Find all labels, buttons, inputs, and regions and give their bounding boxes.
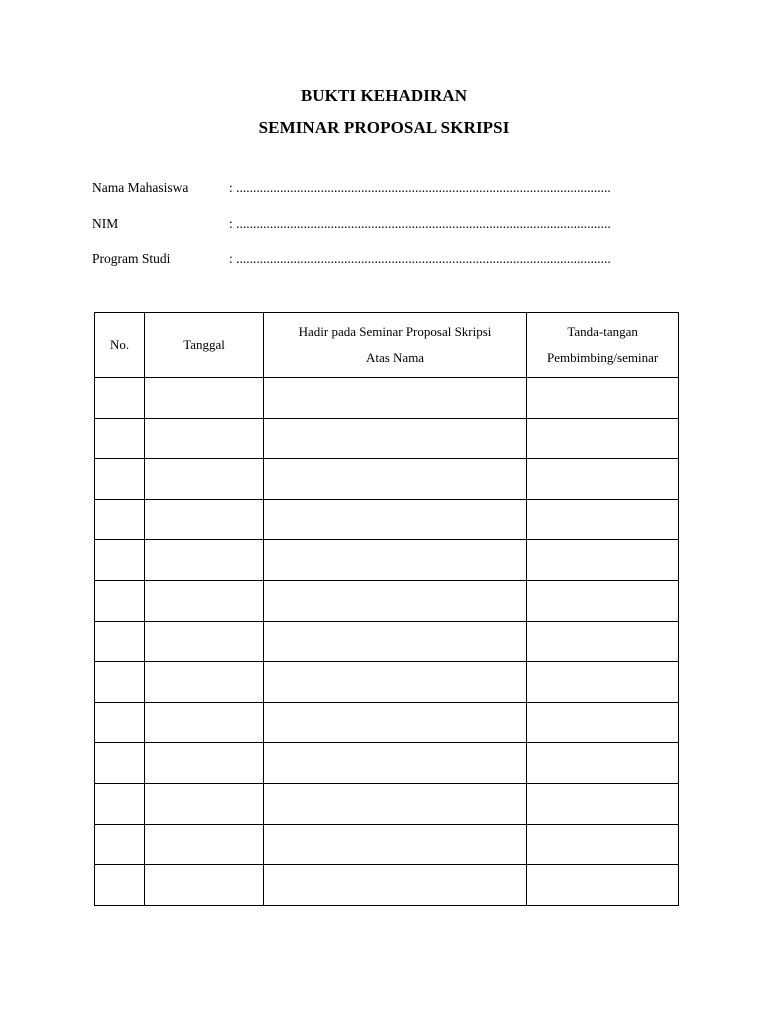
cell-tanda-tangan[interactable] xyxy=(527,865,679,906)
cell-no[interactable] xyxy=(95,499,145,540)
header-hadir xyxy=(263,313,526,378)
table-row xyxy=(95,540,679,581)
table-row xyxy=(95,702,679,743)
cell-tanda-tangan[interactable] xyxy=(527,662,679,703)
cell-atas-nama[interactable] xyxy=(263,783,526,824)
cell-tanda-tangan[interactable] xyxy=(527,824,679,865)
field-label: NIM xyxy=(92,216,119,231)
field-fill-line[interactable]: : ............................................................................................................... xyxy=(229,216,611,231)
cell-no[interactable] xyxy=(95,580,145,621)
cell-atas-nama[interactable] xyxy=(263,662,526,703)
cell-no[interactable] xyxy=(95,540,145,581)
table-row xyxy=(95,783,679,824)
table-row xyxy=(95,580,679,621)
table-row xyxy=(95,743,679,784)
header-tanggal: Tanggal xyxy=(145,313,264,378)
field-program-studi[interactable] xyxy=(92,251,692,267)
field-nim[interactable] xyxy=(92,216,692,232)
cell-tanggal[interactable] xyxy=(145,743,264,784)
cell-tanggal[interactable] xyxy=(145,621,264,662)
cell-atas-nama[interactable] xyxy=(263,743,526,784)
field-fill-line[interactable]: : ............................................................................................................... xyxy=(229,251,611,266)
cell-no[interactable] xyxy=(95,865,145,906)
cell-no[interactable] xyxy=(95,702,145,743)
cell-atas-nama[interactable] xyxy=(263,824,526,865)
cell-atas-nama[interactable] xyxy=(263,418,526,459)
header-hadir-line2: Atas Nama xyxy=(365,350,425,365)
cell-no[interactable] xyxy=(95,824,145,865)
cell-tanda-tangan[interactable] xyxy=(527,378,679,419)
field-label: Nama Mahasiswa xyxy=(92,180,189,195)
field-label: Program Studi xyxy=(92,251,171,266)
cell-tanggal[interactable] xyxy=(145,459,264,500)
table-row xyxy=(95,378,679,419)
cell-atas-nama[interactable] xyxy=(263,580,526,621)
cell-no[interactable] xyxy=(95,783,145,824)
document-title: BUKTI KEHADIRAN xyxy=(300,86,468,105)
field-fill-line[interactable]: : ............................................................................................................... xyxy=(229,180,611,195)
cell-tanggal[interactable] xyxy=(145,580,264,621)
header-hadir-line1: Hadir pada Seminar Proposal Skripsi xyxy=(298,324,492,339)
cell-tanda-tangan[interactable] xyxy=(527,459,679,500)
cell-tanda-tangan[interactable] xyxy=(527,702,679,743)
cell-tanda-tangan[interactable] xyxy=(527,783,679,824)
cell-tanda-tangan[interactable] xyxy=(527,418,679,459)
field-nama-mahasiswa[interactable] xyxy=(92,180,692,196)
header-tanda-tangan xyxy=(527,313,679,378)
cell-tanda-tangan[interactable] xyxy=(527,743,679,784)
cell-tanggal[interactable] xyxy=(145,662,264,703)
cell-atas-nama[interactable] xyxy=(263,702,526,743)
header-ttd-line1: Tanda-tangan xyxy=(567,324,638,339)
attendance-table xyxy=(94,312,679,906)
cell-no[interactable] xyxy=(95,662,145,703)
document-subtitle: SEMINAR PROPOSAL SKRIPSI xyxy=(258,118,510,137)
cell-tanggal[interactable] xyxy=(145,702,264,743)
cell-tanda-tangan[interactable] xyxy=(527,540,679,581)
table-row xyxy=(95,662,679,703)
cell-no[interactable] xyxy=(95,378,145,419)
cell-atas-nama[interactable] xyxy=(263,459,526,500)
cell-atas-nama[interactable] xyxy=(263,378,526,419)
table-row xyxy=(95,418,679,459)
table-row xyxy=(95,824,679,865)
table-row xyxy=(95,499,679,540)
cell-tanggal[interactable] xyxy=(145,783,264,824)
cell-atas-nama[interactable] xyxy=(263,499,526,540)
cell-tanggal[interactable] xyxy=(145,499,264,540)
attendance-table-body xyxy=(95,378,679,906)
header-no: No. xyxy=(95,313,145,378)
cell-tanda-tangan[interactable] xyxy=(527,499,679,540)
cell-no[interactable] xyxy=(95,418,145,459)
table-row xyxy=(95,621,679,662)
table-row xyxy=(95,459,679,500)
cell-atas-nama[interactable] xyxy=(263,865,526,906)
cell-tanggal[interactable] xyxy=(145,540,264,581)
cell-tanggal[interactable] xyxy=(145,865,264,906)
cell-no[interactable] xyxy=(95,459,145,500)
cell-no[interactable] xyxy=(95,621,145,662)
cell-atas-nama[interactable] xyxy=(263,621,526,662)
cell-tanggal[interactable] xyxy=(145,378,264,419)
table-header-row xyxy=(95,313,679,378)
header-ttd-line2: Pembimbing/seminar xyxy=(546,350,659,365)
cell-tanggal[interactable] xyxy=(145,824,264,865)
cell-tanda-tangan[interactable] xyxy=(527,621,679,662)
cell-no[interactable] xyxy=(95,743,145,784)
cell-tanggal[interactable] xyxy=(145,418,264,459)
cell-atas-nama[interactable] xyxy=(263,540,526,581)
cell-tanda-tangan[interactable] xyxy=(527,580,679,621)
table-row xyxy=(95,865,679,906)
